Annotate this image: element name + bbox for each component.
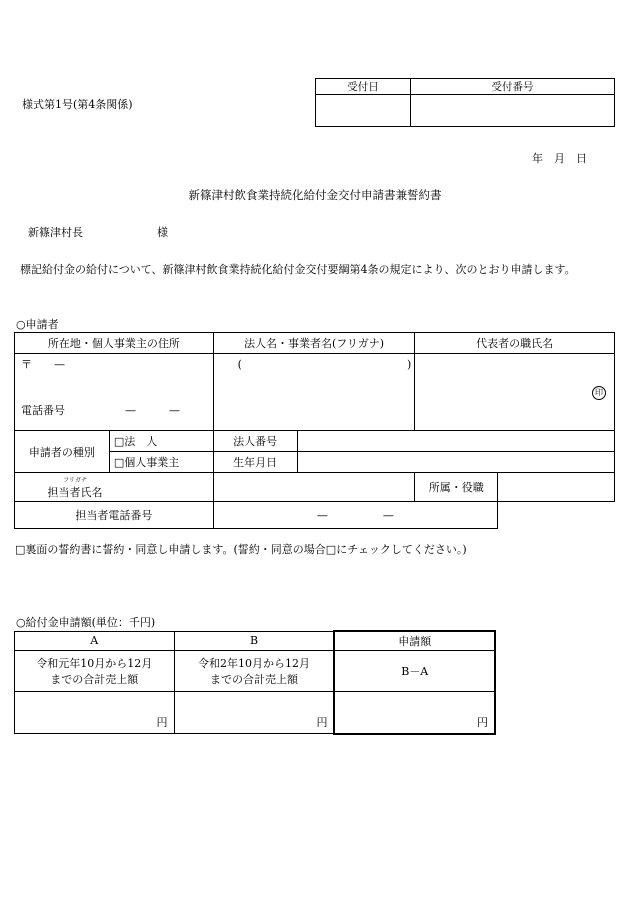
addressee: [28, 224, 168, 240]
birthdate-field[interactable]: [297, 452, 614, 473]
receipt-date-label: 受付日: [316, 79, 411, 95]
col-b-header: B: [174, 631, 334, 651]
receipt-number-field[interactable]: [411, 95, 615, 127]
phone-dashes: — —: [125, 404, 180, 417]
amount-b-field[interactable]: [174, 692, 334, 734]
dept-field[interactable]: [498, 473, 615, 502]
applicant-section-label: ○申請者: [16, 318, 59, 331]
yen-a: 円: [156, 716, 168, 729]
yen-request: 円: [477, 715, 488, 729]
corp-number-label: 法人番号: [213, 431, 297, 452]
applicant-table: [14, 332, 615, 529]
col-a-header: A: [15, 631, 175, 651]
contact-furigana: フリガナ: [63, 477, 87, 484]
receipt-table: [315, 78, 615, 127]
seal-mark: 印: [592, 386, 606, 400]
desc-b: [174, 651, 334, 692]
contact-name-field[interactable]: [213, 473, 415, 502]
addressee-honorific: 様: [157, 226, 168, 239]
dept-label: 所属・役職: [415, 473, 498, 502]
receipt-number-label: 受付番号: [411, 79, 615, 95]
desc-a: [15, 651, 175, 692]
postal-mark: 〒 —: [21, 358, 65, 371]
desc-b-line2: までの合計売上額: [209, 673, 298, 686]
kana-paren: ( ): [237, 358, 412, 371]
desc-a-line1: 令和元年10月から12月: [36, 657, 153, 670]
address-field[interactable]: [15, 354, 214, 431]
contact-phone-field[interactable]: [213, 502, 498, 529]
page-title: 新篠津村飲食業持続化給付金交付申請書兼誓約書: [188, 188, 442, 202]
receipt-date-field[interactable]: [316, 95, 411, 127]
contact-phone-label: 担当者電話番号: [15, 502, 214, 529]
contact-name-label: 担当者氏名: [47, 486, 103, 499]
addressee-name: 新篠津村長: [28, 226, 83, 239]
desc-b-line1: 令和2年10月から12月: [197, 657, 310, 670]
col-request-header: 申請額: [334, 631, 495, 651]
intro-text: 標記給付金の給付について、新篠津村飲食業持続化給付金交付要綱第4条の規定により、次のとおり申請します。: [20, 263, 576, 276]
amount-request-field[interactable]: [334, 692, 495, 734]
business-name-field[interactable]: [213, 354, 415, 431]
date-line: 年 月 日: [532, 152, 587, 165]
pledge-checkbox[interactable]: □裏面の誓約書に誓約・同意し申請します。(誓約・同意の場合□にチェックしてください。): [15, 543, 467, 556]
type-individual-checkbox[interactable]: □個人事業主: [109, 452, 213, 473]
amount-table: [14, 630, 496, 735]
type-corp-checkbox[interactable]: □法 人: [109, 431, 213, 452]
col-rep-header: 代表者の職氏名: [415, 333, 615, 354]
col-name-header: 法人名・事業者名(フリガナ): [213, 333, 415, 354]
representative-field[interactable]: [415, 354, 615, 431]
contact-name-cell: [15, 473, 214, 502]
contact-phone-dashes: — —: [316, 509, 394, 522]
phone-label: 電話番号: [21, 404, 65, 417]
form-number: 様式第1号(第4条関係): [22, 98, 133, 111]
col-address-header: 所在地・個人事業主の住所: [15, 333, 214, 354]
type-label: 申請者の種別: [15, 431, 110, 473]
corp-number-field[interactable]: [297, 431, 614, 452]
birthdate-label: 生年月日: [213, 452, 297, 473]
amount-a-field[interactable]: [15, 692, 175, 734]
amount-section-label: ○給付金申請額(単位：千円): [16, 616, 156, 629]
formula: B－A: [334, 651, 495, 692]
desc-a-line2: までの合計売上額: [50, 673, 139, 686]
yen-b: 円: [316, 716, 328, 729]
